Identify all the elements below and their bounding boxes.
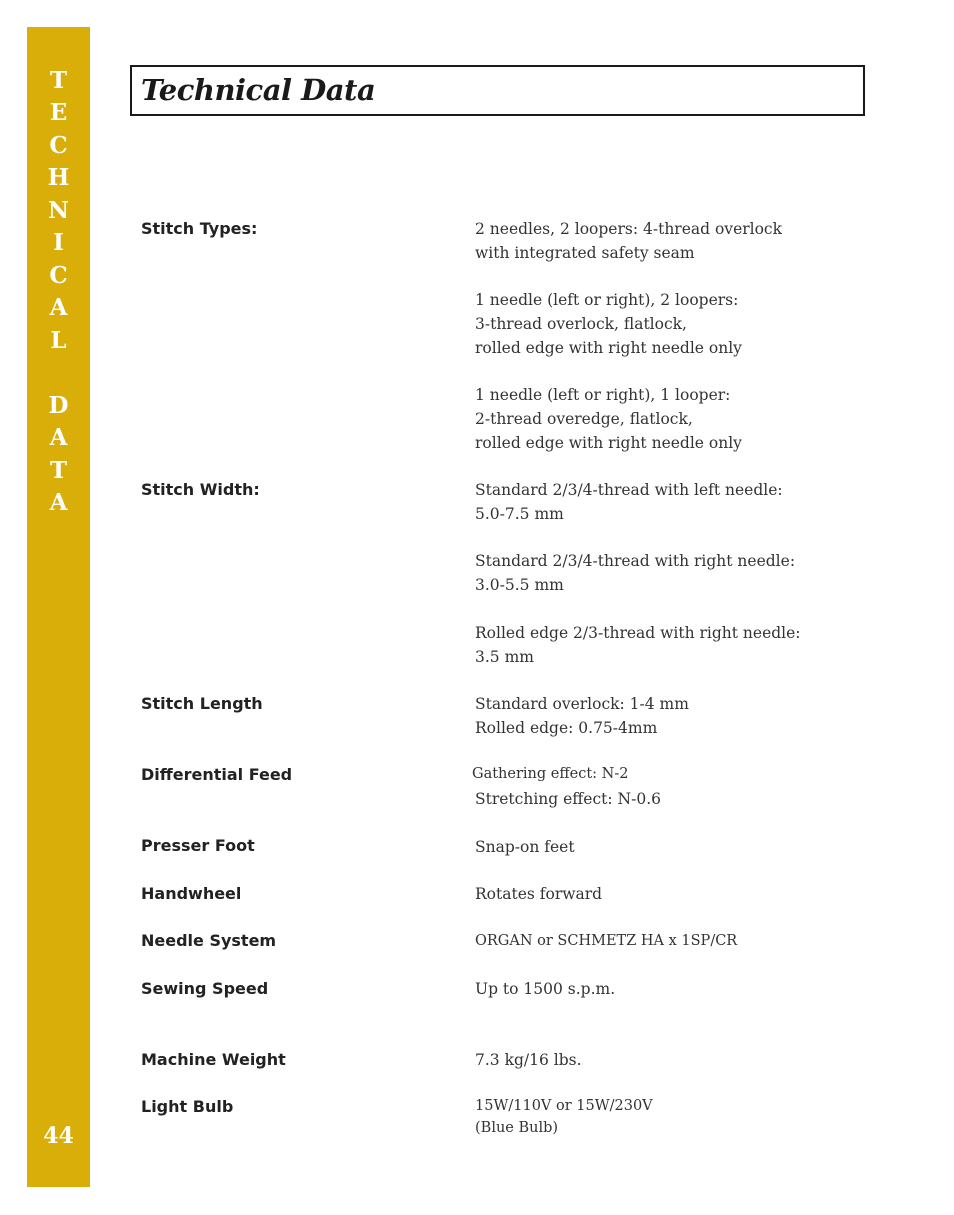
- spec-value: 3-thread overlock, flatlock,: [475, 315, 687, 333]
- spec-value: Rolled edge 2/3-thread with right needle:: [475, 624, 801, 642]
- sidebar-letter: L: [50, 327, 67, 354]
- spec-value: Gathering effect: N-2: [472, 766, 629, 782]
- spec-label-stitch-types: Stitch Types:: [141, 219, 258, 238]
- spec-label-sewing-speed: Sewing Speed: [141, 979, 269, 998]
- spec-label-machine-weight: Machine Weight: [141, 1050, 286, 1069]
- spec-value: 2-thread overedge, flatlock,: [475, 410, 693, 428]
- sidebar-letter: I: [53, 229, 64, 256]
- spec-value: 15W/110V or 15W/230V: [475, 1098, 653, 1114]
- spec-value: with integrated safety seam: [475, 244, 695, 262]
- sidebar-letter: A: [49, 489, 68, 516]
- spec-label-stitch-width: Stitch Width:: [141, 480, 260, 499]
- sidebar-letter: A: [49, 294, 68, 321]
- spec-value: 1 needle (left or right), 1 looper:: [475, 386, 731, 404]
- title-box: [130, 65, 865, 116]
- sidebar-letter: N: [47, 197, 70, 224]
- spec-value: Stretching effect: N-0.6: [475, 790, 661, 808]
- spec-value: rolled edge with right needle only: [475, 339, 742, 357]
- spec-value: Rolled edge: 0.75-4mm: [475, 719, 658, 737]
- spec-label-presser-foot: Presser Foot: [141, 836, 255, 855]
- spec-value: Standard overlock: 1-4 mm: [475, 695, 689, 713]
- spec-value: (Blue Bulb): [475, 1120, 559, 1136]
- spec-value: 1 needle (left or right), 2 loopers:: [475, 291, 739, 309]
- spec-value: Standard 2/3/4-thread with right needle:: [475, 552, 796, 570]
- spec-value: Rotates forward: [475, 885, 603, 903]
- spec-value: ORGAN or SCHMETZ HA x 1SP/CR: [475, 933, 738, 949]
- page-number: 44: [43, 1123, 74, 1149]
- page-title: Technical Data: [141, 73, 376, 107]
- sidebar-letter: C: [49, 132, 68, 159]
- sidebar-letter: A: [49, 424, 68, 451]
- spec-value: 5.0-7.5 mm: [475, 505, 564, 523]
- spec-label-differential-feed: Differential Feed: [141, 765, 293, 784]
- spec-value: 3.0-5.5 mm: [475, 576, 564, 594]
- sidebar-letter: D: [48, 392, 69, 419]
- sidebar-letter: E: [49, 99, 68, 126]
- spec-value: rolled edge with right needle only: [475, 434, 742, 452]
- spec-value: 3.5 mm: [475, 648, 534, 666]
- spec-value: Standard 2/3/4-thread with left needle:: [475, 481, 783, 499]
- spec-label-stitch-length: Stitch Length: [141, 694, 263, 713]
- spec-label-handwheel: Handwheel: [141, 884, 242, 903]
- sidebar-letter: C: [49, 262, 68, 289]
- spec-label-needle-system: Needle System: [141, 931, 277, 950]
- sidebar-letter: H: [47, 164, 70, 191]
- spec-value: Snap-on feet: [475, 838, 575, 856]
- spec-label-light-bulb: Light Bulb: [141, 1097, 234, 1116]
- sidebar: [27, 27, 90, 1187]
- sidebar-letter: T: [49, 67, 68, 94]
- spec-value: Up to 1500 s.p.m.: [475, 980, 616, 998]
- spec-value: 7.3 kg/16 lbs.: [475, 1051, 582, 1069]
- sidebar-letter: T: [49, 457, 68, 484]
- spec-value: 2 needles, 2 loopers: 4-thread overlock: [475, 220, 783, 238]
